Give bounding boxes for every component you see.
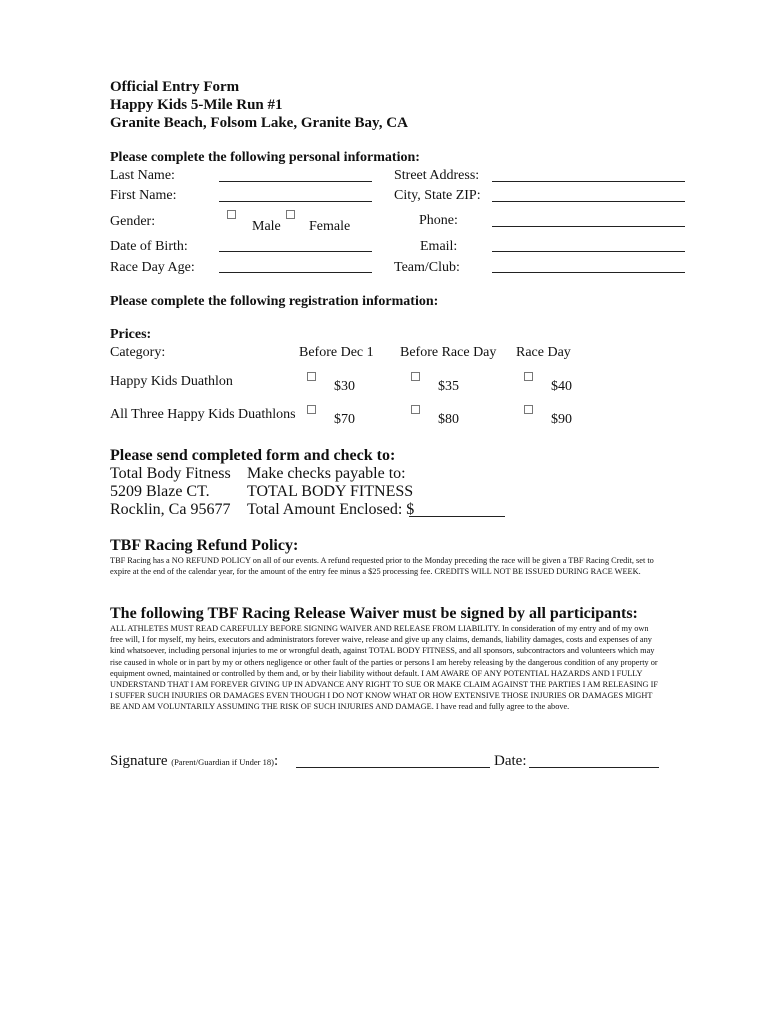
payable-label: Make checks payable to:	[247, 465, 406, 482]
mailing-address-line: Rocklin, Ca 95677	[110, 501, 231, 518]
female-label: Female	[309, 219, 351, 234]
refund-policy-heading: TBF Racing Refund Policy:	[110, 537, 299, 554]
city-state-zip-field[interactable]	[492, 201, 685, 202]
date-label: Date:	[494, 753, 527, 769]
price-value: $70	[334, 412, 355, 427]
dob-label: Date of Birth:	[110, 239, 188, 254]
signature-sublabel: (Parent/Guardian if Under 18)	[171, 757, 274, 767]
price-value: $35	[438, 379, 459, 394]
date-field[interactable]	[529, 767, 659, 768]
price-checkbox[interactable]	[307, 405, 316, 414]
phone-field[interactable]	[492, 226, 685, 227]
waiver-text: ALL ATHLETES MUST READ CAREFULLY BEFORE SIGNING WAIVER AND RELEASE FROM LIABILITY. In consideration of my entry and of my own free will, I for myself, my heirs, executors and administrators forever waive, release and give up any claims, demands, liability damages, costs and expenses of any kind whatsoever, including personal injuries to me or wrongful death, against TOTAL BODY FITNESS, and all sponsors, subcontractors and volunteers which may rise caused in whole or in part by my or others negligence or other fault of the parties or persons I am hereby releasing by the dangerous condition of any property or equipment owned, maintained or controlled by them and, or by their liability without default. I AM AWARE OF ANY POTENTIAL HAZARDS AND I FULLY UNDERSTAND THAT I AM FOREVER GIVING UP IN ADVANCE ANY RIGHT TO SUE OR MAKE CLAIM AGAINST THE PARTIES I AM RELEASING IF I SUFFER SUCH INJURIES OR DAMAGES EVEN THOUGH I DO NOT KNOW WHAT OR HOW EXTENSIVE THOSE INJURIES OR DAMAGES MIGHT BE AND AM VOLUNTARILY ASSUMING THE RISK OF SUCH INJURIES AND DAMAGE. I have read and fully agree to the above.	[110, 624, 659, 712]
price-checkbox[interactable]	[411, 372, 420, 381]
email-label: Email:	[420, 239, 458, 254]
waiver-heading: The following TBF Racing Release Waiver must be signed by all participants:	[110, 605, 638, 622]
price-checkbox[interactable]	[411, 405, 420, 414]
signature-field[interactable]	[296, 767, 490, 768]
signature-label: Signature	[110, 753, 168, 769]
dob-field[interactable]	[219, 251, 372, 252]
price-value: $90	[551, 412, 572, 427]
column-header: Race Day	[516, 345, 571, 360]
amount-enclosed-field[interactable]	[409, 516, 505, 517]
signature-colon: :	[273, 753, 279, 769]
street-address-label: Street Address:	[394, 168, 480, 183]
amount-enclosed-label: Total Amount Enclosed: $	[247, 501, 415, 518]
registration-heading: Please complete the following registration information:	[110, 294, 439, 309]
street-address-field[interactable]	[492, 181, 685, 182]
team-club-field[interactable]	[492, 272, 685, 273]
category-label: Category:	[110, 345, 166, 360]
personal-info-heading: Please complete the following personal information:	[110, 150, 420, 165]
price-checkbox[interactable]	[524, 405, 533, 414]
mailing-heading: Please send completed form and check to:	[110, 447, 396, 464]
last-name-field[interactable]	[219, 181, 372, 182]
city-state-zip-label: City, State ZIP:	[394, 188, 481, 203]
row-label: All Three Happy Kids Duathlons	[110, 407, 296, 422]
male-label: Male	[252, 219, 281, 234]
form-title: Official Entry Form	[110, 79, 240, 95]
price-value: $30	[334, 379, 355, 394]
last-name-label: Last Name:	[110, 168, 175, 183]
event-location: Granite Beach, Folsom Lake, Granite Bay, CA	[110, 115, 408, 131]
price-value: $80	[438, 412, 459, 427]
male-checkbox[interactable]	[227, 210, 236, 219]
prices-label: Prices:	[110, 327, 152, 342]
row-label: Happy Kids Duathlon	[110, 374, 233, 389]
first-name-label: First Name:	[110, 188, 177, 203]
race-day-age-label: Race Day Age:	[110, 260, 195, 275]
mailing-address-line: Total Body Fitness	[110, 465, 231, 482]
email-field[interactable]	[492, 251, 685, 252]
gender-label: Gender:	[110, 214, 156, 229]
team-club-label: Team/Club:	[394, 260, 460, 275]
column-header: Before Race Day	[400, 345, 497, 360]
first-name-field[interactable]	[219, 201, 372, 202]
refund-policy-text: TBF Racing has a NO REFUND POLICY on all of our events. A refund requested prior to the Monday preceding the race will be given a TBF Racing Credit, set to expire at the end of the calendar year, for the amount of the entry fee minus a $25 processing fee. CREDITS WILL NOT BE ISSUED DURING RACE WEEK.	[110, 556, 654, 577]
column-header: Before Dec 1	[299, 345, 374, 360]
price-checkbox[interactable]	[307, 372, 316, 381]
female-checkbox[interactable]	[286, 210, 295, 219]
signature-label-group	[110, 752, 278, 771]
price-checkbox[interactable]	[524, 372, 533, 381]
event-name: Happy Kids 5-Mile Run #1	[110, 97, 283, 113]
mailing-address-line: 5209 Blaze CT.	[110, 483, 210, 500]
phone-label: Phone:	[419, 213, 458, 228]
race-day-age-field[interactable]	[219, 272, 372, 273]
price-value: $40	[551, 379, 572, 394]
payee-name: TOTAL BODY FITNESS	[247, 483, 414, 500]
